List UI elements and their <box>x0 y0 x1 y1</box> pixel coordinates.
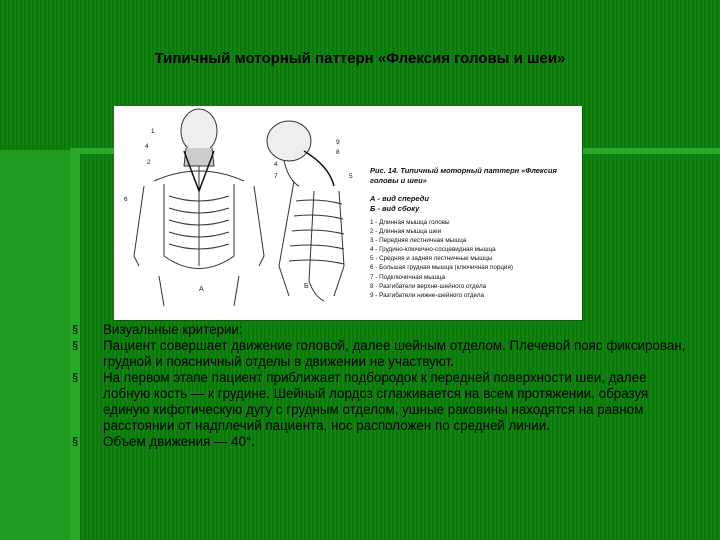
decorative-panel-left <box>0 150 70 540</box>
legend-item: 8 - Разгибатели верхне-шейного отдела <box>370 282 487 290</box>
legend-item: 1 - Длинная мышца головы <box>370 219 450 226</box>
figure-caption: Рис. 14. Типичный моторный паттерн «Флексия головы и шеи» <box>370 166 557 185</box>
bullet-list <box>72 322 692 450</box>
front-label: 2 <box>147 159 151 166</box>
bullet-icon: § <box>72 340 79 352</box>
front-label: 4 <box>145 143 149 150</box>
bullet-item <box>72 434 692 450</box>
side-label: 8 <box>336 149 340 156</box>
side-view-drawing <box>267 121 344 301</box>
legend-item: 3 - Передняя лестничная мышца <box>370 237 467 245</box>
front-label: 6 <box>124 196 128 203</box>
panel-b-label: Б <box>304 283 309 290</box>
side-label: 5 <box>349 173 353 180</box>
legend-item: 2 - Длинная мышца шеи <box>370 228 442 236</box>
bullet-item <box>72 370 692 434</box>
side-label: 7 <box>274 173 278 180</box>
bullet-icon: § <box>72 324 79 336</box>
bullet-item <box>72 338 692 370</box>
bullet-icon: § <box>72 436 79 448</box>
legend-item: 6 - Большая грудная мышца (ключичная порция) <box>370 264 513 272</box>
front-view-labels <box>124 128 155 203</box>
panel-a-label: А <box>199 286 204 293</box>
bullet-icon: § <box>72 372 79 384</box>
bullet-text: Пациент совершает движение головой, далее шейным отделом. Плечевой пояс фиксирован, грудной и поясничный отделы в движении не участвуют. <box>103 338 686 369</box>
slide-title: Типичный моторный паттерн «Флексия головы и шеи» <box>154 50 566 67</box>
legend-item: 9 - Разгибатели нижне-шейного отдела <box>370 291 485 299</box>
view-label: А - вид спереди <box>370 194 429 203</box>
bullet-text: Объем движения — 40°. <box>103 434 256 449</box>
side-label: 4 <box>274 161 278 168</box>
front-view-drawing <box>134 109 264 306</box>
bullet-text: Визуальные критерии: <box>103 322 243 337</box>
front-label: 1 <box>151 128 155 135</box>
legend-item: 5 - Средняя и задняя лестничные мышцы <box>370 255 493 263</box>
figure-view-labels <box>370 194 570 214</box>
figure-legend <box>370 218 580 300</box>
bullet-item <box>72 322 692 338</box>
legend-item: 7 - Подключичная мышца <box>370 273 445 281</box>
side-label: 9 <box>336 139 340 146</box>
view-label: Б - вид сбоку <box>370 204 420 213</box>
legend-item: 4 - Грудино-ключично-сосцевидная мышца <box>370 246 496 254</box>
anatomy-figure <box>114 106 582 320</box>
bullet-text: На первом этапе пациент приближает подбородок к передней поверхности шеи, далее лобную кость — к грудине. Шейный лордоз сглаживается на всем протяжении, образуя единую кифотическую дугу с грудным отделом, ушные раковины находятся на равном расстоянии от надплечий пациента, нос расположен по средней линии. <box>103 370 649 433</box>
